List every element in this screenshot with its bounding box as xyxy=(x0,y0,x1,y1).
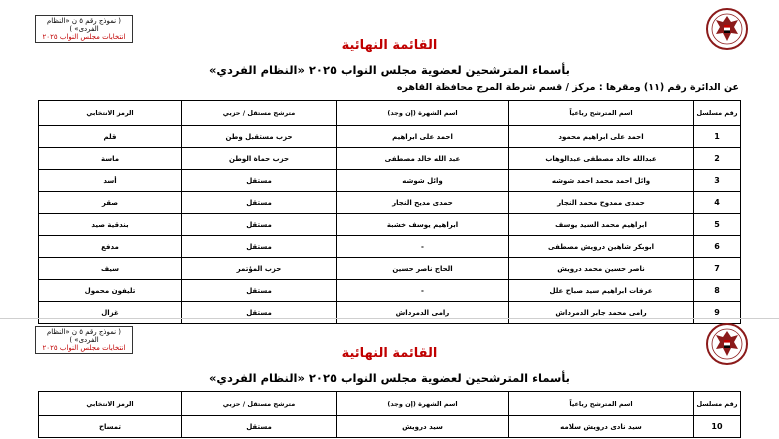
cell-name: وائل احمد محمد احمد شوشه xyxy=(509,170,694,192)
cell-symbol: بندقية صيد xyxy=(39,214,182,236)
cell-affiliation: مستقل xyxy=(182,302,337,324)
cell-serial: 8 xyxy=(694,280,741,302)
column-header-name: اسم المترشح رباعياً xyxy=(509,392,694,416)
table-row xyxy=(39,258,741,280)
cell-symbol: سيف xyxy=(39,258,182,280)
cell-symbol: صقر xyxy=(39,192,182,214)
district-info: عن الدائرة رقم (١١) ومقرها : مركز / قسم شرطة المرج محافظة القاهره xyxy=(396,82,739,93)
cell-serial: 2 xyxy=(694,148,741,170)
cell-name: ابراهيم محمد السيد يوسف xyxy=(509,214,694,236)
table-header-row xyxy=(39,392,741,416)
cell-serial: 4 xyxy=(694,192,741,214)
cell-name: عبدالله خالد مصطفى عبدالوهاب xyxy=(509,148,694,170)
cell-name: رامى محمد جابر الدمرداش xyxy=(509,302,694,324)
cell-symbol: ماسة xyxy=(39,148,182,170)
table-row xyxy=(39,280,741,302)
table-row xyxy=(39,192,741,214)
cell-symbol: تمساح xyxy=(39,416,182,438)
column-header-affiliation: مترشح مستقل / حزبي xyxy=(182,392,337,416)
column-header-name: اسم المترشح رباعياً xyxy=(509,101,694,126)
cell-nickname: حمدى مديح النجار xyxy=(337,192,509,214)
cell-serial: 9 xyxy=(694,302,741,324)
document-page-2 xyxy=(0,318,779,439)
cell-serial: 6 xyxy=(694,236,741,258)
column-header-symbol: الرمز الانتخابي xyxy=(39,101,182,126)
page-title: القائمة النهائية xyxy=(341,38,438,53)
cell-affiliation: مستقل xyxy=(182,214,337,236)
cell-affiliation: مستقل xyxy=(182,170,337,192)
cell-symbol: تليفون محمول xyxy=(39,280,182,302)
cell-name: سيد نادى درويش سلامه xyxy=(509,416,694,438)
cell-name: عرفات ابراهيم سيد صباح علل xyxy=(509,280,694,302)
election-name-line: انتخابات مجلس النواب ٢٠٢٥ xyxy=(42,33,126,41)
column-header-affiliation: مترشح مستقل / حزبي xyxy=(182,101,337,126)
cell-nickname: ابراهيم يوسف خشبة xyxy=(337,214,509,236)
column-header-nickname: اسم الشهرة (إن وجد) xyxy=(337,101,509,126)
election-name-line: انتخابات مجلس النواب ٢٠٢٥ xyxy=(42,344,126,352)
cell-affiliation: حزب المؤتمر xyxy=(182,258,337,280)
table-row xyxy=(39,126,741,148)
cell-nickname: الحاج ناصر حسين xyxy=(337,258,509,280)
table-row xyxy=(39,170,741,192)
table-row xyxy=(39,148,741,170)
cell-serial: 3 xyxy=(694,170,741,192)
candidates-table xyxy=(38,391,741,438)
cell-serial: 7 xyxy=(694,258,741,280)
column-header-symbol: الرمز الانتخابي xyxy=(39,392,182,416)
column-header-nickname: اسم الشهرة (إن وجد) xyxy=(337,392,509,416)
form-number-line: ( نموذج رقم ٥ ن «النظام الفردى» ) xyxy=(46,17,122,33)
cell-name: ابوبكر شاهين درويش مصطفى xyxy=(509,236,694,258)
cell-nickname: احمد على ابراهيم xyxy=(337,126,509,148)
cell-nickname: رامى الدمرداش xyxy=(337,302,509,324)
cell-affiliation: مستقل xyxy=(182,416,337,438)
table-row xyxy=(39,214,741,236)
page-subtitle: بأسماء المترشحين لعضوية مجلس النواب ٢٠٢٥ «النظام الفردي» xyxy=(209,63,570,77)
cell-nickname: وائل شوشه xyxy=(337,170,509,192)
cell-affiliation: مستقل xyxy=(182,280,337,302)
cell-serial: 1 xyxy=(694,126,741,148)
cell-affiliation: مستقل xyxy=(182,192,337,214)
column-header-serial: رقم مسلسل xyxy=(694,392,741,416)
cell-symbol: غزال xyxy=(39,302,182,324)
cell-name: احمد على ابراهيم محمود xyxy=(509,126,694,148)
cell-serial: 10 xyxy=(694,416,741,438)
cell-nickname: - xyxy=(337,280,509,302)
cell-nickname: عبد الله خالد مصطفى xyxy=(337,148,509,170)
cell-name: ناصر حسين محمد درويش xyxy=(509,258,694,280)
column-header-serial: رقم مسلسل xyxy=(694,101,741,126)
cell-nickname: سيد درويش xyxy=(337,416,509,438)
candidates-table xyxy=(38,100,741,324)
cell-symbol: مدفع xyxy=(39,236,182,258)
table-row xyxy=(39,236,741,258)
cell-nickname: - xyxy=(337,236,509,258)
page-subtitle: بأسماء المترشحين لعضوية مجلس النواب ٢٠٢٥ «النظام الفردي» xyxy=(209,371,570,385)
cell-symbol: أسد xyxy=(39,170,182,192)
page-title: القائمة النهائية xyxy=(341,346,438,361)
table-header-row xyxy=(39,101,741,126)
cell-symbol: قلم xyxy=(39,126,182,148)
cell-affiliation: حزب حماة الوطن xyxy=(182,148,337,170)
table-row xyxy=(39,416,741,438)
cell-name: حمدى ممدوح محمد النجار xyxy=(509,192,694,214)
cell-serial: 5 xyxy=(694,214,741,236)
form-number-line: ( نموذج رقم ٥ ن «النظام الفردى» ) xyxy=(46,328,122,344)
cell-affiliation: حزب مستقبل وطن xyxy=(182,126,337,148)
cell-affiliation: مستقل xyxy=(182,236,337,258)
